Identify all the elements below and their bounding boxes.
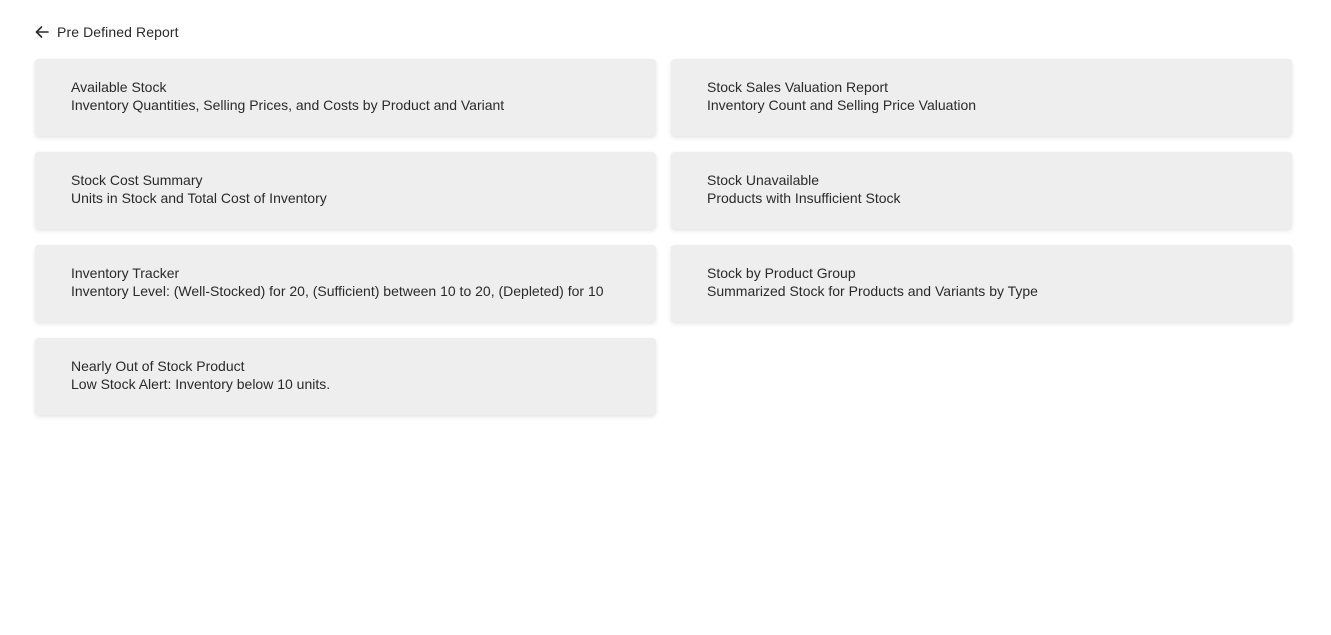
report-card-title: Stock Sales Valuation Report	[707, 79, 889, 95]
report-card-title: Stock by Product Group	[707, 265, 856, 281]
back-to-reports-link[interactable]	[34, 24, 179, 40]
report-grid	[35, 59, 1292, 415]
arrow-left-icon[interactable]	[34, 25, 49, 40]
report-card-description: Units in Stock and Total Cost of Inventory	[71, 190, 327, 206]
report-card-description: Low Stock Alert: Inventory below 10 units.	[71, 376, 331, 392]
report-card-description: Inventory Count and Selling Price Valuation	[707, 97, 977, 113]
report-card-stock-cost-summary[interactable]	[35, 152, 656, 229]
report-card-title: Available Stock	[71, 79, 167, 95]
report-card-title: Nearly Out of Stock Product	[71, 358, 245, 374]
report-card-description: Products with Insufficient Stock	[707, 190, 901, 206]
report-card-stock-unavailable[interactable]	[671, 152, 1292, 229]
report-card-description: Inventory Level: (Well-Stocked) for 20, (Sufficient) between 10 to 20, (Depleted) for 10	[71, 283, 604, 299]
report-card-title: Inventory Tracker	[71, 265, 180, 281]
report-card-stock-sales-valuation[interactable]	[671, 59, 1292, 136]
report-card-description: Summarized Stock for Products and Variants by Type	[707, 283, 1038, 299]
report-card-description: Inventory Quantities, Selling Prices, and Costs by Product and Variant	[71, 97, 505, 113]
report-card-stock-by-product-group[interactable]	[671, 245, 1292, 322]
report-card-title: Stock Unavailable	[707, 172, 820, 188]
report-card-available-stock[interactable]	[35, 59, 656, 136]
report-card-nearly-out-of-stock[interactable]	[35, 338, 656, 415]
report-card-inventory-tracker[interactable]	[35, 245, 656, 322]
report-card-title: Stock Cost Summary	[71, 172, 203, 188]
page-title: Pre Defined Report	[57, 24, 179, 40]
